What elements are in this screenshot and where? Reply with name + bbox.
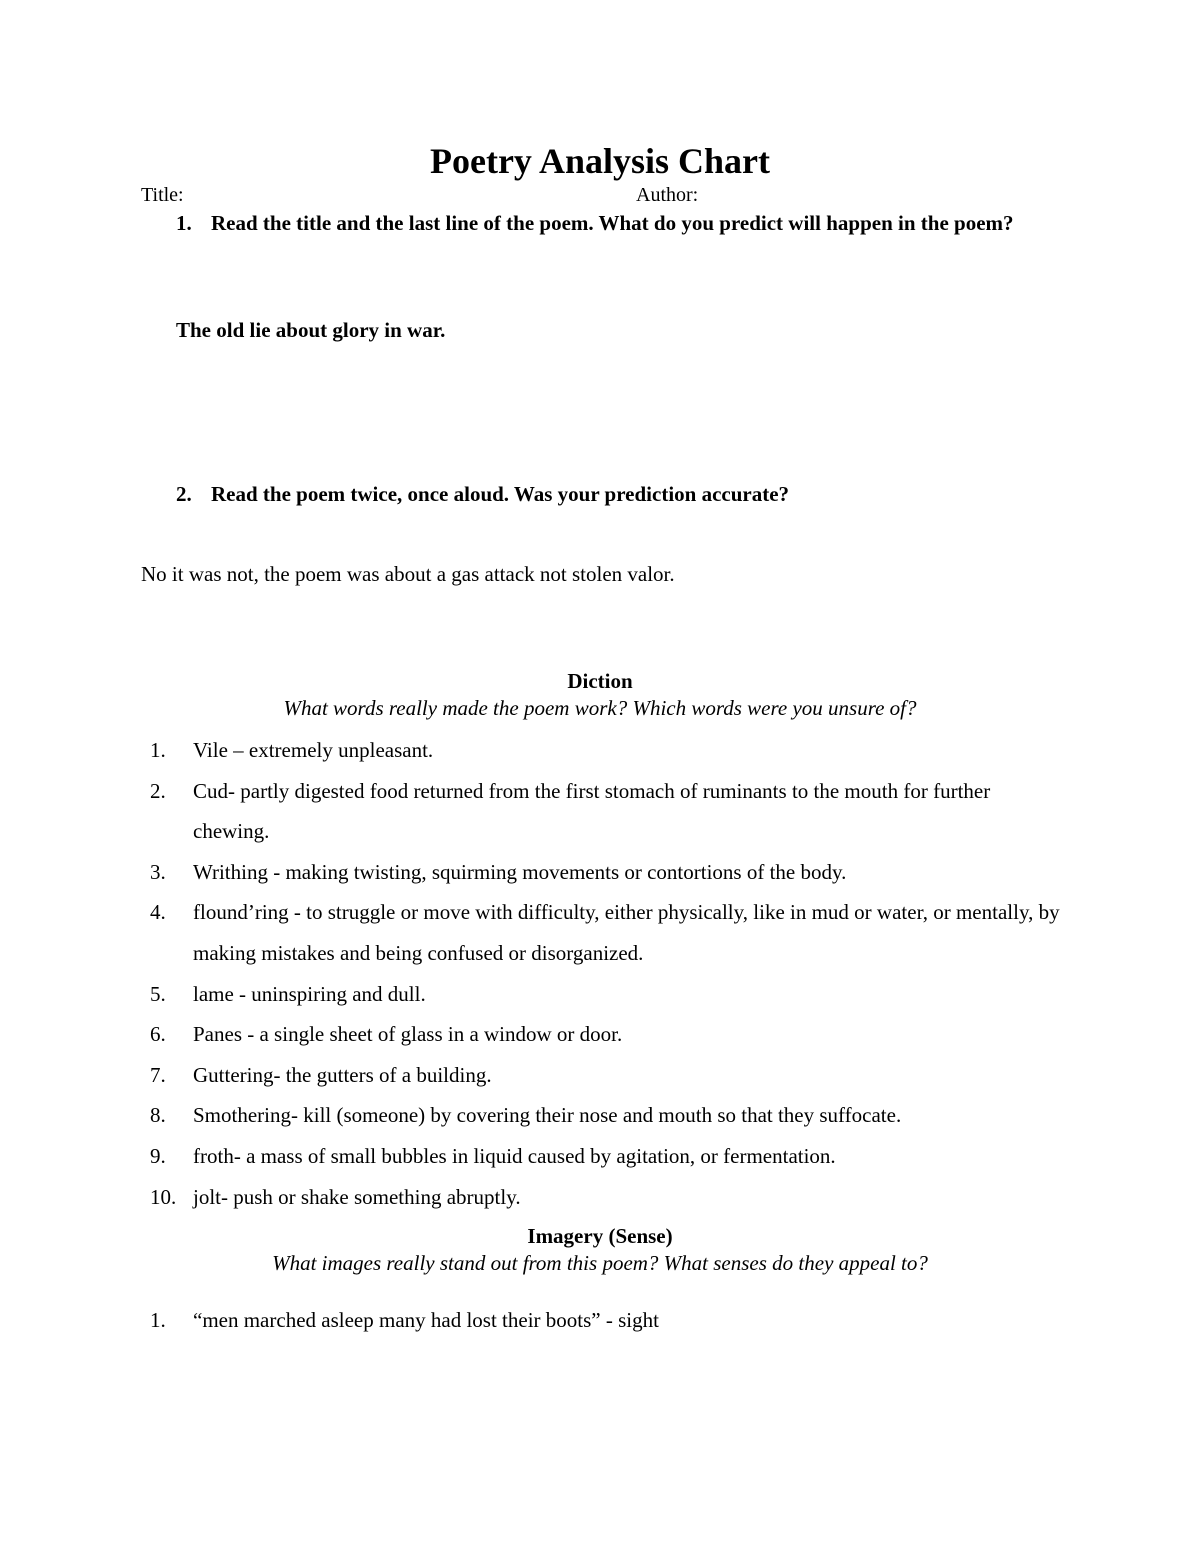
list-item xyxy=(150,1177,1070,1218)
question-number: 1. xyxy=(176,211,192,235)
list-item-number: 1. xyxy=(150,1308,166,1332)
diction-heading: Diction xyxy=(567,669,633,693)
page-title: Poetry Analysis Chart xyxy=(430,141,770,181)
list-item-number: 3. xyxy=(150,859,166,884)
list-item-text: Smothering- kill (someone) by covering their nose and mouth so that they suffocate. xyxy=(193,1103,902,1128)
question-text: Read the poem twice, once aloud. Was your prediction accurate? xyxy=(211,482,790,506)
question-1 xyxy=(176,209,1076,238)
list-item xyxy=(150,730,1070,771)
list-item-number: 7. xyxy=(150,1062,166,1087)
list-item-text: Writhing - making twisting, squirming movements or contortions of the body. xyxy=(193,859,847,884)
list-item-number: 10. xyxy=(150,1184,177,1209)
imagery-prompt: What images really stand out from this poem? What senses do they appeal to? xyxy=(272,1251,928,1275)
list-item-number: 8. xyxy=(150,1103,166,1128)
list-item xyxy=(150,1055,1070,1096)
list-item-text: flound’ring - to struggle or move with difficulty, either physically, like in mud or water, or mentally, by making mistakes and being confused or disorganized. xyxy=(193,900,1060,965)
question-number: 2. xyxy=(176,482,192,506)
list-item-number: 4. xyxy=(150,900,166,925)
list-item xyxy=(150,1136,1070,1177)
question-text: Read the title and the last line of the poem. What do you predict will happen in the poem? xyxy=(211,211,1014,235)
list-item-number: 9. xyxy=(150,1143,166,1168)
list-item-number: 6. xyxy=(150,1022,166,1047)
diction-list xyxy=(150,730,1070,1217)
list-item xyxy=(150,1014,1070,1055)
list-item-text: froth- a mass of small bubbles in liquid caused by agitation, or fermentation. xyxy=(193,1143,836,1168)
list-item xyxy=(150,892,1070,973)
list-item-text: lame - uninspiring and dull. xyxy=(193,981,426,1006)
accuracy-answer: No it was not, the poem was about a gas attack not stolen valor. xyxy=(141,562,675,586)
prediction-answer: The old lie about glory in war. xyxy=(176,318,446,342)
list-item-text: Vile – extremely unpleasant. xyxy=(193,738,434,762)
list-item xyxy=(150,771,1070,852)
list-item xyxy=(150,1095,1070,1136)
list-item-number: 5. xyxy=(150,981,166,1006)
list-item-text: Guttering- the gutters of a building. xyxy=(193,1062,492,1087)
list-item-text: Cud- partly digested food returned from the first stomach of ruminants to the mouth for further chewing. xyxy=(193,778,991,844)
list-item-text: jolt- push or shake something abruptly. xyxy=(193,1184,521,1209)
list-item-number: 1. xyxy=(150,738,166,762)
list-item xyxy=(150,1300,1070,1341)
author-label: Author: xyxy=(636,184,699,206)
diction-prompt: What words really made the poem work? Which words were you unsure of? xyxy=(283,696,917,720)
imagery-heading: Imagery (Sense) xyxy=(527,1224,673,1248)
list-item xyxy=(150,974,1070,1015)
question-2 xyxy=(176,480,1076,509)
list-item-number: 2. xyxy=(150,778,166,803)
title-label: Title: xyxy=(141,184,184,206)
imagery-list xyxy=(150,1300,1070,1341)
list-item xyxy=(150,852,1070,893)
list-item-text: “men marched asleep many had lost their boots” - sight xyxy=(193,1308,659,1332)
list-item-text: Panes - a single sheet of glass in a window or door. xyxy=(193,1022,623,1047)
